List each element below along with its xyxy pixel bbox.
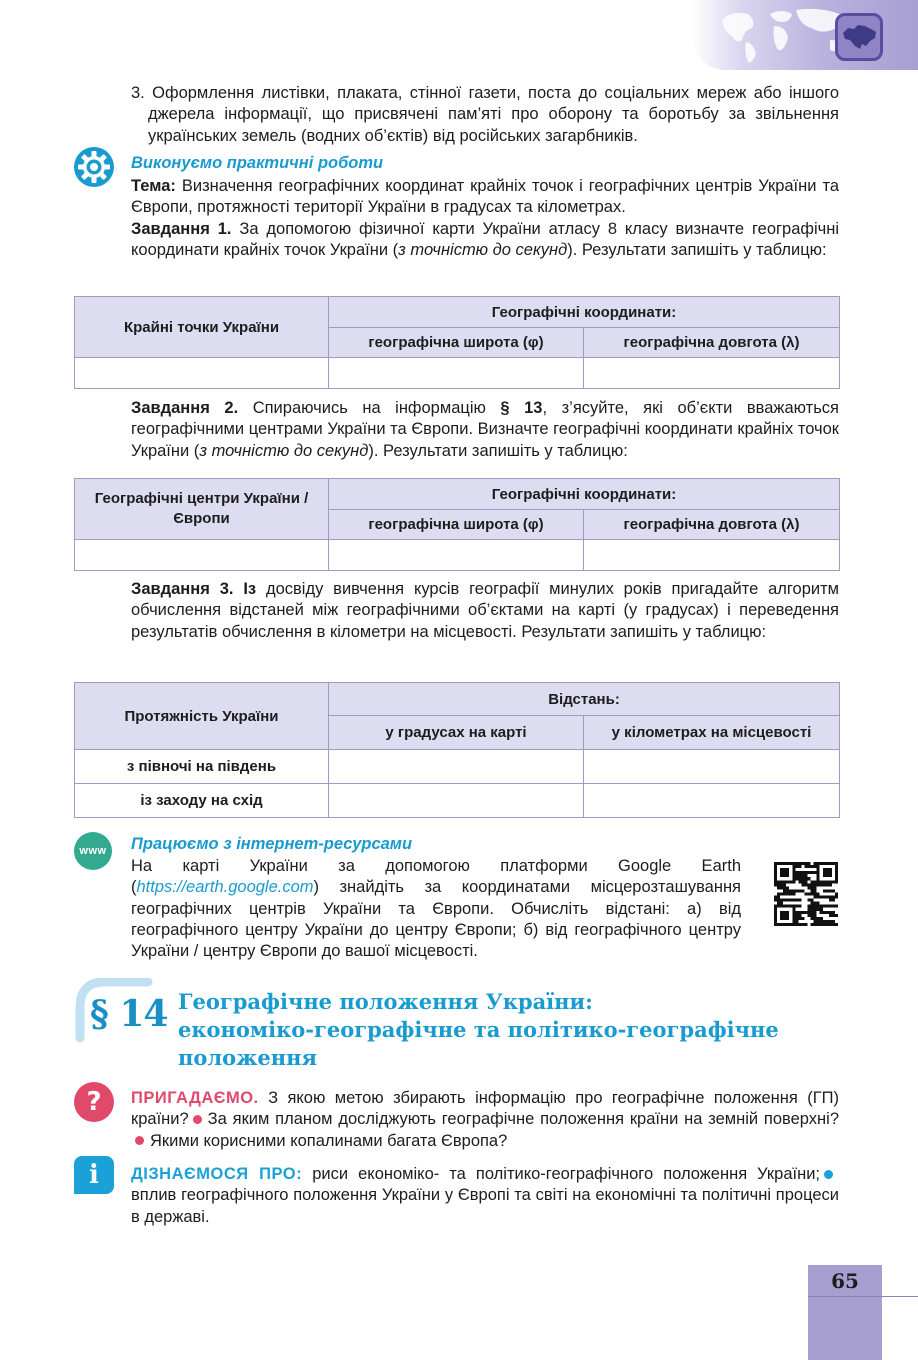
- table3-sub2-header: у кілометрах на місцевості: [584, 716, 840, 750]
- table3-row1-label: з півночі на південь: [75, 750, 329, 784]
- section-title-line1: Географічне положення України:: [178, 989, 593, 1014]
- internet-text-b: ) знайдіть за координатами місцерозташування географічних центрів України та Європи. Обчисліть відстані: а) від географічного центру України до центру Європи; б) від географічного центру України / центру Європи до вашої місцевості.: [131, 878, 741, 961]
- section-title: [178, 988, 818, 1072]
- task1-text-b: ). Результати запишіть у таблицю:: [567, 241, 827, 260]
- internet-text-a: На карті України за допомогою платформи Google Earth (: [131, 857, 741, 897]
- task1-italic: з точністю до секунд: [398, 241, 568, 260]
- ukraine-map-icon: [835, 13, 883, 61]
- recall-text: [131, 1088, 839, 1152]
- table1-group-header: Географічні координати:: [329, 297, 840, 328]
- table-geographic-centers: [74, 478, 840, 571]
- recall-q3: Якими корисними копалинами багата Європа?: [150, 1131, 508, 1150]
- bullet-dot-icon: [824, 1170, 833, 1179]
- list-item-3: 3. Оформлення листівки, плаката, стінної газети, поста до соціальних мереж або іншого джерела інформації, що присвячені пам’яті про оборону та боротьбу за звільнення українських земель (водних об’єктів) від російських загарбників.: [131, 84, 839, 145]
- table2-cell[interactable]: [584, 540, 840, 571]
- table3-cell[interactable]: [329, 784, 584, 818]
- section-badge: [74, 978, 170, 1046]
- task3-label: Завдання 3.: [131, 580, 234, 598]
- table3-cell[interactable]: [584, 784, 840, 818]
- task1-text: [131, 219, 839, 262]
- header-banner: [692, 0, 918, 70]
- page-number-rule: [808, 1296, 918, 1297]
- section-title-line2: економіко-географічне та політико-географічне: [178, 1017, 779, 1042]
- table1-cell[interactable]: [75, 358, 329, 389]
- question-icon: ?: [74, 1082, 114, 1122]
- task3-text-body: досвіду вивчення курсів географії минулих років пригадайте алгоритм обчислення відстаней між географічними об’єктами на карті (у градусах) і переведення результатів обчислення в кілометри на місцевості. Результати запишіть у таблицю:: [131, 580, 840, 641]
- task1-label: Завдання 1.: [131, 220, 232, 238]
- table3-sub1-header: у градусах на карті: [329, 716, 584, 750]
- task2-text-a: Спираючись на інформацію: [238, 399, 501, 417]
- task2-text: [131, 398, 839, 462]
- task2-ref: § 13: [500, 399, 543, 417]
- practical-topic: [131, 176, 839, 219]
- table3-cell[interactable]: [329, 750, 584, 784]
- task1-text-a: За допомогою фізичної карти України атласу 8 класу визначте географічні координати крайніх точок України (: [131, 220, 839, 260]
- internet-heading: Працюємо з інтернет-ресурсами: [131, 835, 413, 853]
- table3-cell[interactable]: [584, 750, 840, 784]
- google-earth-link[interactable]: https://earth.google.com: [136, 878, 314, 897]
- table-extreme-points: [74, 296, 840, 389]
- bullet-dot-icon: [193, 1115, 202, 1124]
- table2-col1-header: Географічні центри України / Європи: [75, 479, 329, 540]
- table-row: [75, 540, 840, 571]
- table-row: [75, 784, 840, 818]
- task2-text-c: ). Результати запишіть у таблицю:: [368, 441, 628, 460]
- table1-sub2-header: географічна довгота (λ): [584, 328, 840, 358]
- gear-icon: [73, 146, 115, 188]
- table2-cell[interactable]: [75, 540, 329, 571]
- recall-label: ПРИГАДАЄМО.: [131, 1089, 259, 1107]
- task2-italic: з точністю до секунд: [199, 441, 369, 460]
- learn-label: ДІЗНАЄМОСЯ ПРО:: [131, 1165, 303, 1183]
- www-icon: www: [74, 832, 112, 870]
- table2-group-header: Географічні координати:: [329, 479, 840, 510]
- section-title-line3: положення: [178, 1045, 318, 1070]
- table1-cell[interactable]: [584, 358, 840, 389]
- learn-t1: риси економіко- та політико-географічного положення України;: [302, 1165, 820, 1183]
- section-number: § 14: [90, 993, 168, 1035]
- topic-label: Тема:: [131, 177, 176, 195]
- task2-label: Завдання 2.: [131, 399, 239, 417]
- bullet-dot-icon: [135, 1136, 144, 1145]
- table2-cell[interactable]: [329, 540, 584, 571]
- recall-q2: За яким планом досліджують географічне положення країни на земній поверхні?: [207, 1110, 839, 1129]
- learn-text: [131, 1164, 839, 1228]
- table3-group-header: Відстань:: [329, 683, 840, 716]
- topic-text: Визначення географічних координат крайніх точок і географічних центрів України та Європи, протяжності території України в градусах та кілометрах.: [131, 177, 839, 217]
- table-row: [75, 358, 840, 389]
- practical-heading: Виконуємо практичні роботи: [131, 154, 384, 172]
- task3-text: [131, 579, 839, 643]
- table-extent: [74, 682, 840, 818]
- table3-col1-header: Протяжність України: [75, 683, 329, 750]
- info-icon: i: [74, 1156, 114, 1194]
- task2-text-b: , з’ясуйте, які об’єкти вважаються географічними центрами України та Європи. Визначте географічні координати крайніх точок України (: [131, 399, 839, 460]
- table2-sub2-header: географічна довгота (λ): [584, 510, 840, 540]
- table3-row2-label: із заходу на схід: [75, 784, 329, 818]
- learn-t2: вплив географічного положення України у Європі та світі на економічні та політичні процеси в державі.: [131, 1186, 839, 1226]
- table1-cell[interactable]: [329, 358, 584, 389]
- task3-label2: Із: [233, 580, 257, 598]
- table1-sub1-header: географічна широта (φ): [329, 328, 584, 358]
- table2-sub1-header: географічна широта (φ): [329, 510, 584, 540]
- table1-col1-header: Крайні точки України: [75, 297, 329, 358]
- page-number: 65: [831, 1269, 859, 1293]
- recall-q1: З якою метою збирають інформацію про географічне положення (ГП) країни?: [131, 1089, 839, 1129]
- table-row: [75, 750, 840, 784]
- qr-code[interactable]: [774, 862, 838, 926]
- internet-text: [131, 856, 741, 962]
